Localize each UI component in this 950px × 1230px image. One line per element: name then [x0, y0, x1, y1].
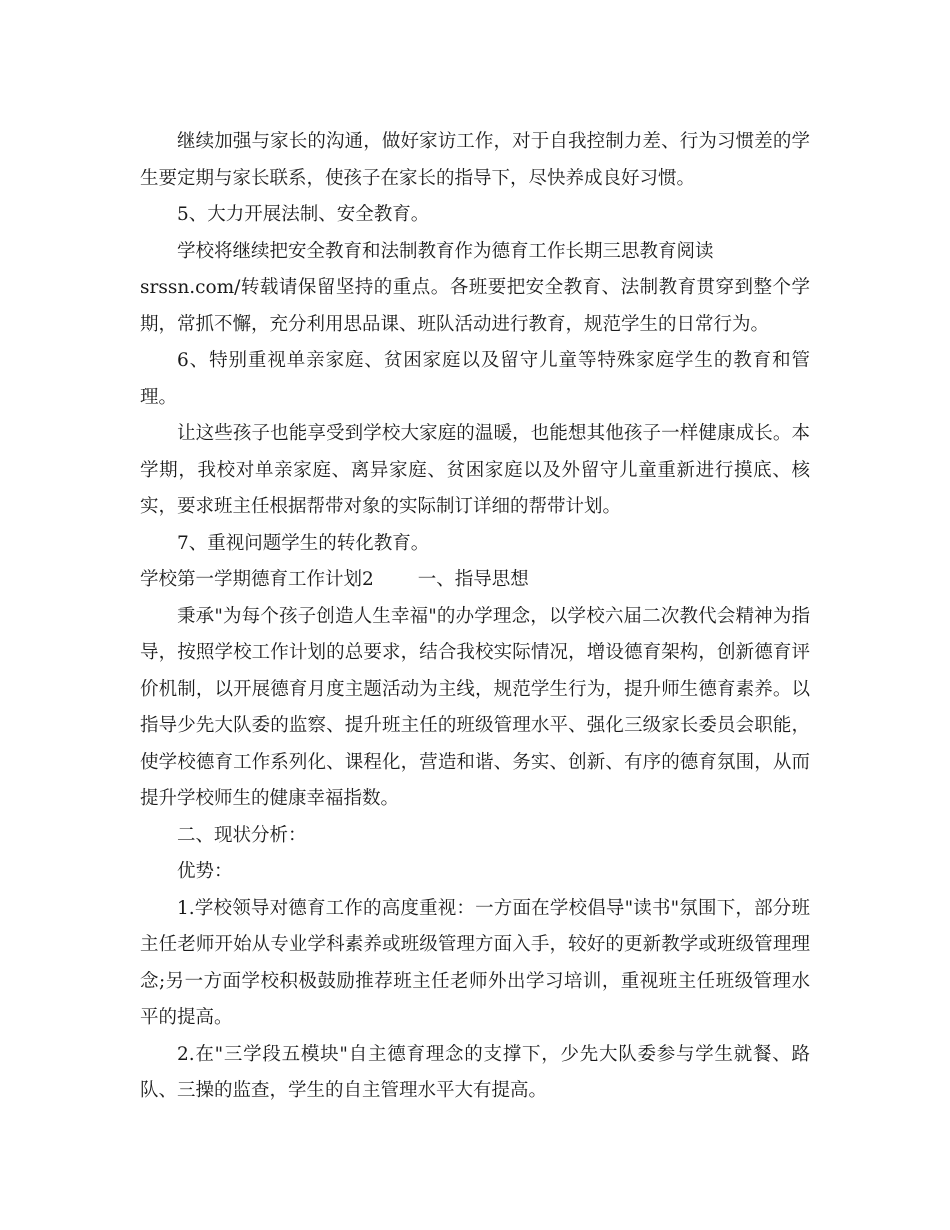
section-subtitle-guiding-thought: 一、指导思想: [417, 569, 529, 590]
heading-advantages: 优势：: [177, 861, 233, 882]
paragraph-special-families: 让这些孩子也能享受到学校大家庭的温暖，也能想其他孩子一样健康成长。本学期，我校对单亲家庭、离异家庭、贫困家庭以及外留守儿童重新进行摸底、核实，要求班主任根据帮带对象的实际制订详细的帮带计划。: [140, 423, 810, 517]
heading-legal-safety-education: 5、大力开展法制、安全教育。: [177, 204, 430, 225]
heading-special-families: 6、特别重视单亲家庭、贫困家庭以及留守儿童等特殊家庭学生的教育和管理。: [140, 350, 810, 408]
section-title-line: [140, 562, 810, 599]
paragraph-guiding-thought: 秉承"为每个孩子创造人生幸福"的办学理念，以学校六届二次教代会精神为指导，按照学校工作计划的总要求，结合我校实际情况，增设德育架构，创新德育评价机制，以开展德育月度主题活动为主线，规范学生行为，提升师生德育素养。以指导少先大队委的监察、提升班主任的班级管理水平、强化三级家长委员会职能，使学校德育工作系列化、课程化，营造和谐、务实、创新、有序的德育氛围，从而提升学校师生的健康幸福指数。: [140, 605, 810, 809]
document-body: [140, 124, 810, 1110]
paragraph-advantage-1: 1.学校领导对德育工作的高度重视：一方面在学校倡导"读书"氛围下，部分班主任老师开始从专业学科素养或班级管理方面入手，较好的更新教学或班级管理理念;另一方面学校积极鼓励推荐班主任老师外出学习培训，重视班主任班级管理水平的提高。: [140, 897, 810, 1028]
paragraph-safety-continued: srssn.com/转载请保留坚持的重点。各班要把安全教育、法制教育贯穿到整个学期，常抓不懈，充分利用思品课、班队活动进行教育，规范学生的日常行为。: [140, 277, 810, 335]
paragraph-parent-communication: 继续加强与家长的沟通，做好家访工作，对于自我控制力差、行为习惯差的学生要定期与家长联系，使孩子在家长的指导下，尽快养成良好习惯。: [140, 131, 810, 189]
heading-problem-students: 7、重视问题学生的转化教育。: [177, 532, 430, 554]
heading-status-analysis: 二、现状分析：: [177, 824, 307, 846]
section-title: 学校第一学期德育工作计划2: [140, 569, 374, 590]
paragraph-advantage-2: 2.在"三学段五模块"自主德育理念的支撑下，少先大队委参与学生就餐、路队、三操的监查，学生的自主管理水平大有提高。: [140, 1043, 810, 1101]
paragraph-safety-intro: 学校将继续把安全教育和法制教育作为德育工作长期三思教育阅读: [177, 240, 714, 262]
